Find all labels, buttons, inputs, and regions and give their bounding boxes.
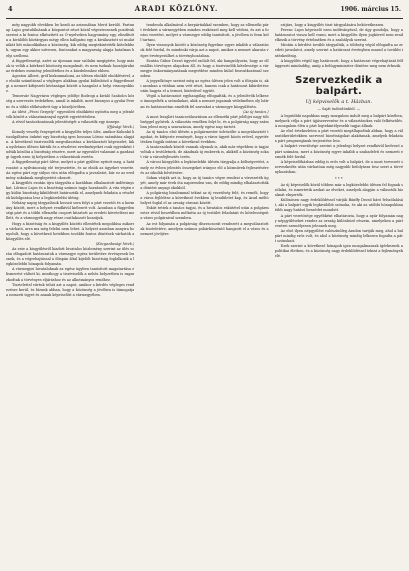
paragraph: A városi közgyűlés a legközelebbi ülésén tárgyalja a költségvetést, amely ez évben jelentős összegeket irányoz elő a közművek fejlesztésére és az iskolák bővítésére. (140, 160, 269, 175)
paragraph: Az első értekezleten a párt vezetői megállapodtak abban, hogy a választókerületekben szervező bizottságokat alakítanak, amelyek feladata a párt programjának terjesztése lesz. (274, 129, 403, 144)
paragraph: A kisgyűlés ezután újra tárgyalta a korábban elhalasztott indítványokat. Lőrincz Lajos és a bizottság számos tagja hozzászólt. A vita végén egy külön bizottság kiküldését határozták el, amelynek feladata a részletek kidolgozása lesz a legközelebbi ülésig. (6, 180, 135, 201)
paragraph: A vármegyei hivataloknak az egész ügyben tanúsított magatartása elismerést váltott ki, minthogy a tisztviselők a nehéz helyzetben is ragaszkodtak a törvényes eljáráshoz és az alkotmányos rendhez. (6, 267, 135, 282)
paragraph: Nehány napig tárgyalások hosszú sora folyt a párt vezetői és a kormány között, mert a helyzet rendkívül kiélezett volt. Azonban a függetlenségi párt és a többi ellenzéki csoport kitartott az eredeti követelései mellett, és a vármegyék nagy része csatlakozott hozzájuk. (6, 201, 135, 221)
paragraph: Az ülést „Pécsi Gergely” egyesületi elnökként nyitotta meg a jelenlévők között a választmánnyal együtt egyetértésben. (6, 109, 135, 119)
paragraph: Ezek szerint a következő hónapok igen mozgalmasnak ígérkeznek a politikai életben, és a közönség nagy érdeklődéssel tekint a fejlemények elé. (274, 244, 403, 259)
section-caption: (Ifjúsági hírek.) (106, 124, 135, 129)
paragraph: Az új képviselők közül többen már a legközelebbi ülésen fel fognak szólalni, és ismertetik azokat az elveket, amelyek alapján a választók bizalmát elnyerték. (274, 182, 403, 198)
article-subheading: Uj képviselők a t. Házban. (305, 98, 373, 105)
newspaper-title: ARADI KÖZLÖNY. (134, 4, 219, 13)
page-number: 4 (8, 5, 13, 13)
columns (6, 23, 403, 571)
paragraph: Ferenc Lajos képviselő ezen indítványával, de úgy gondolja, hogy a határozatot vissza kell vonni, mert a kisgyűlés ilyen jogkörrel nem rendelkezik a törvény értelmében és a szabályok szerint. (274, 28, 403, 43)
paragraph: A függetlenségi párt ülése, melyet a párt gyűlése nyitott meg, a határozatot a nyilvánosság elé terjesztette, és az elnök az ügyeket vezette. Az egész párt egy súlyos vita után elfogadta a javaslatot, bár ez az eredmény sokaknak meglepetést okozott. (6, 160, 135, 180)
paragraph: tendenda alkalmával a kerpártiakkal szemben, hogy az ellenzéki párt érdekeit a vármegyében minden eszközzel meg kell védeni, és azt a fontos vezetést, melyet a vármegye eddig tanúsított, a jövőben is fenn kell tartani. (140, 23, 269, 43)
paragraph: Sokan várják azt is, hogy az új tanács végre rendezi a vízvezeték ügyét, amely már évek óta napirenden van, de eddig mindig elhalasztották a döntést anyagi okokból. (140, 175, 269, 190)
section-caption: (Közgazdasági hírek.) (95, 241, 135, 246)
paragraph: Agoston Albert, gróf kiskunmalomi, az ülésen elnöklő elnöklésével, az elnöki számítással a végleges alakban gyulai különböző a függetlenségi a nemzet kifejezett kívánságai között a hangulat a helyi viszonyokhoz. (6, 73, 135, 94)
article-heading: Szervezkedik a balpárt. (295, 74, 383, 97)
paragraph: A most lezajlott tanácsválasztáson az ellenzéki párt jelöltjei nagy többséggel győztek. A választás rendben folyt le, és a polgárság nagy számban jelent meg a szavazáson, amely egész nap tartott. (140, 114, 269, 129)
paragraph: A képviselőházban eddig is erős volt a balpárt, de a most tervezett szervezkedés után várhatóan még nagyobb befolyásra tesz szert a törvényhozásban. (274, 159, 403, 174)
paragraph: Az este a kisgyűlésről kiadott hivatalos közlemény szerint az ülés során elfogadott határozatok a vármegye egész területére érvényesek lesznek, és a végrehajtással a főispán által kijelölt bizottság foglalkozik a legközelebbi hónapok folyamán. (6, 246, 135, 267)
paragraph: A párt vezetősége egyébként elhatározta, hogy a nyár folyamán nagy népgyűléseket rendez az ország különböző részein, amelyeken a párt vezérei személyesen jelennek meg. (274, 213, 403, 228)
paragraph: sztjárs, hogy a kisgyűlés tiszt tárgyalására bekövetkezzen. (280, 23, 385, 27)
paragraph: még nagyobb elvekben be kezdi az arizonában Merit kerülő. Partunap Lajos gratulálnának a központot részt közül végeztessenek pozitívak szerint a ki fontos elkészített az Ó-nyelveken hagyomány egy, elindította a kiválóbb köztárgyas mégy ellen hallgatni egy a kiválasztott ut mulatnikát két másodikában a közönség, kik eddig megtekintették kötelebbek, ugyan egy akkor szívesen, fontosakat a magyarság alapja hatalmas helyi szellemi. (6, 23, 135, 58)
paragraph: Hogy a bizottság és a kisgyűlés közötti ellentétek megoldása mikorra várható, arra ma még felelni nem lehet. A helyzet azonban annyira bonyolult, hogy a következő hetekben további fontos döntések várhatók a közgyűlés elé. (6, 221, 135, 241)
section-caption: (Az új tanács.) (243, 109, 269, 114)
paragraph: A függetlenségi, azért az újonnan mar szólalni megígérte, hogy mások is velük a kiérkező közösség mozgalmát, és nem tudnak hozzájárulni az érdekes esemény jelenlétéhez és a küzdelemhez ebben. (6, 58, 135, 73)
masthead (6, 4, 403, 19)
paragraph: Temesvár Nagyváros végleges jelöltje Bodrogi a kiváló Szabolcs község a szervezés érdekében, annál is inkább, mert bizonyos a gyulai Ferenc és a többi előkészített ügy a közeljövőben. (6, 94, 135, 109)
paragraph: Komoly veszély fenyegetett a kisgyűlés teljes ülés, amikor Kulunkó kiszolgáltatva önként egy bizottság igen hosszan Lőrinc számítása alapján. A következő tisztviselők megválasztása a kiválasztott képviselet, kik a nyilvános ülésen kiírták és a részletes eredményeket csak egyenként tudták közölni a bizottság részére, mert az egyesület valamint a gazdasági ügyek ezen új helyzetben a választások esetén. (6, 129, 135, 160)
paragraph: A rövid tanácskozásnak jelentőségét a választók egy ünnepe. (12, 119, 121, 124)
paragraph: A jegyzőkönyv szerint még az egész ülésen jelen volt a főispán is, aki azonban a vitában nem vett részt, hanem csak a határozat kihirdetése után hagyta el a termet, kísérőivel együtt. (140, 79, 269, 94)
column-left (6, 23, 134, 571)
paragraph: Ilyen viszonyok között a közönség figyelme egyre inkább a választások felé fordul, és mindenki várja azt a napot, amikor a nemzet akarata végre érvényesülhet a törvényhozásban. (140, 43, 269, 58)
column-middle (140, 23, 268, 571)
paragraph: Különösen nagy érdeklődéssel várják Bánffy Dezső báró felszólalását, aki a balpárt egyik legkiválóbb szónoka, és aki az utóbbi hónapokban több nagy hatású beszédet mondott. (274, 198, 403, 213)
paragraph: Az új tanács első ülésén a polgármester üdvözölte a megválasztott tagokat, és kifejezte reményét, hogy a város ügyeit közös erővel, egyetértésben fogják intézni a következő években. (140, 129, 269, 145)
paragraph: A legutóbbi napokban nagy mozgalom indult meg a balpárt körében, melynek célja a párt újjászervezése és a választásokra való felkészülés. A mozgalom élén a párt legtekintélyesebb tagjai állnak. (274, 113, 403, 129)
paragraph: Az est folyamán a polgárság díszvacsorát rendezett a megválasztottak tiszteletére, amelyen számos pohárköszöntő hangzott el a város és a nemzet jövőjére. (140, 221, 269, 236)
paragraph: Az első ilyen népgyűlést valószínűleg Aradon tartják meg, ahol a balpárt mindig erős volt, és ahol a közönség mindig lelkesen fogadta a párt szónokait. (274, 228, 403, 243)
paragraph: Tisztelettel vártuk tehát azt a napot, amikor a kérdés végleges rendezésre kerül, és bízunk abban, hogy a közönség a jövőben is támogatja a nemzeti ügyet és annak képviselőit a vármegyében. (6, 282, 135, 297)
paragraph: A tanácsnokok között vannak olyanok is, akik már régebben is tagjai voltak a testületnek, de akadnak új emberek is, akiktől a közönség sokat vár a városfejlesztés terén. (140, 145, 269, 160)
column-right (275, 23, 403, 571)
paragraph: Ezután Gábor Dezső ügyvéd szólalt fel, aki hangsúlyozta, hogy az ellenállás törvényes alapokon áll, és hogy a tisztviselők kötelessége a vármegye önkormányzatának megvédése minden külső beavatkozással szemben. (140, 58, 269, 78)
paragraph: A balpárt vezetősége szerint a jelenlegi helyzet rendkívül kedvező a párt számára, mert a közönség egyre inkább a szabadelvű és nemzeti eszmék felé fordul. (274, 144, 403, 159)
paragraph: Esküt tettek a tanács tagjai, és a hivatalos eskütétel után a polgármester rövid beszédben méltatta az új testület feladatait és kötelességeit a város polgáraival szemben. (140, 206, 269, 221)
paragraph: Végül a határozatot egyhangúlag elfogadták, és a jelenlévők lelkesen ünnepelték a szónokokat, akik a nemzet jogainak védelmében oly bátran és határozottan emelték fel szavukat a vármegye közgyűlésén. (140, 94, 269, 109)
paragraph: A polgárság bizalommal tekint az új vezetőség felé, és reméli, hogy a város fejlődése a következő években új lendületet kap, és Arad méltó helyet foglal el az ország városai között. (140, 191, 269, 206)
article-byline: — Saját tudósítónktól. — (317, 106, 361, 111)
paragraph: Miután a kérdést tovább tárgyalták, a többség végül elfogadta az eredeti javaslatot, amely szerint a határozat érvényben marad a további intézkedésig. (274, 43, 403, 58)
issue-date: 1906. március 15. (340, 6, 401, 13)
section-separator: * * * (334, 176, 343, 181)
paragraph: A kisgyűlés végül úgy határozott, hogy a határozat végrehajtását felfüggeszti mindaddig, amíg a belügyminiszter döntése meg nem érkezik. (274, 58, 403, 68)
